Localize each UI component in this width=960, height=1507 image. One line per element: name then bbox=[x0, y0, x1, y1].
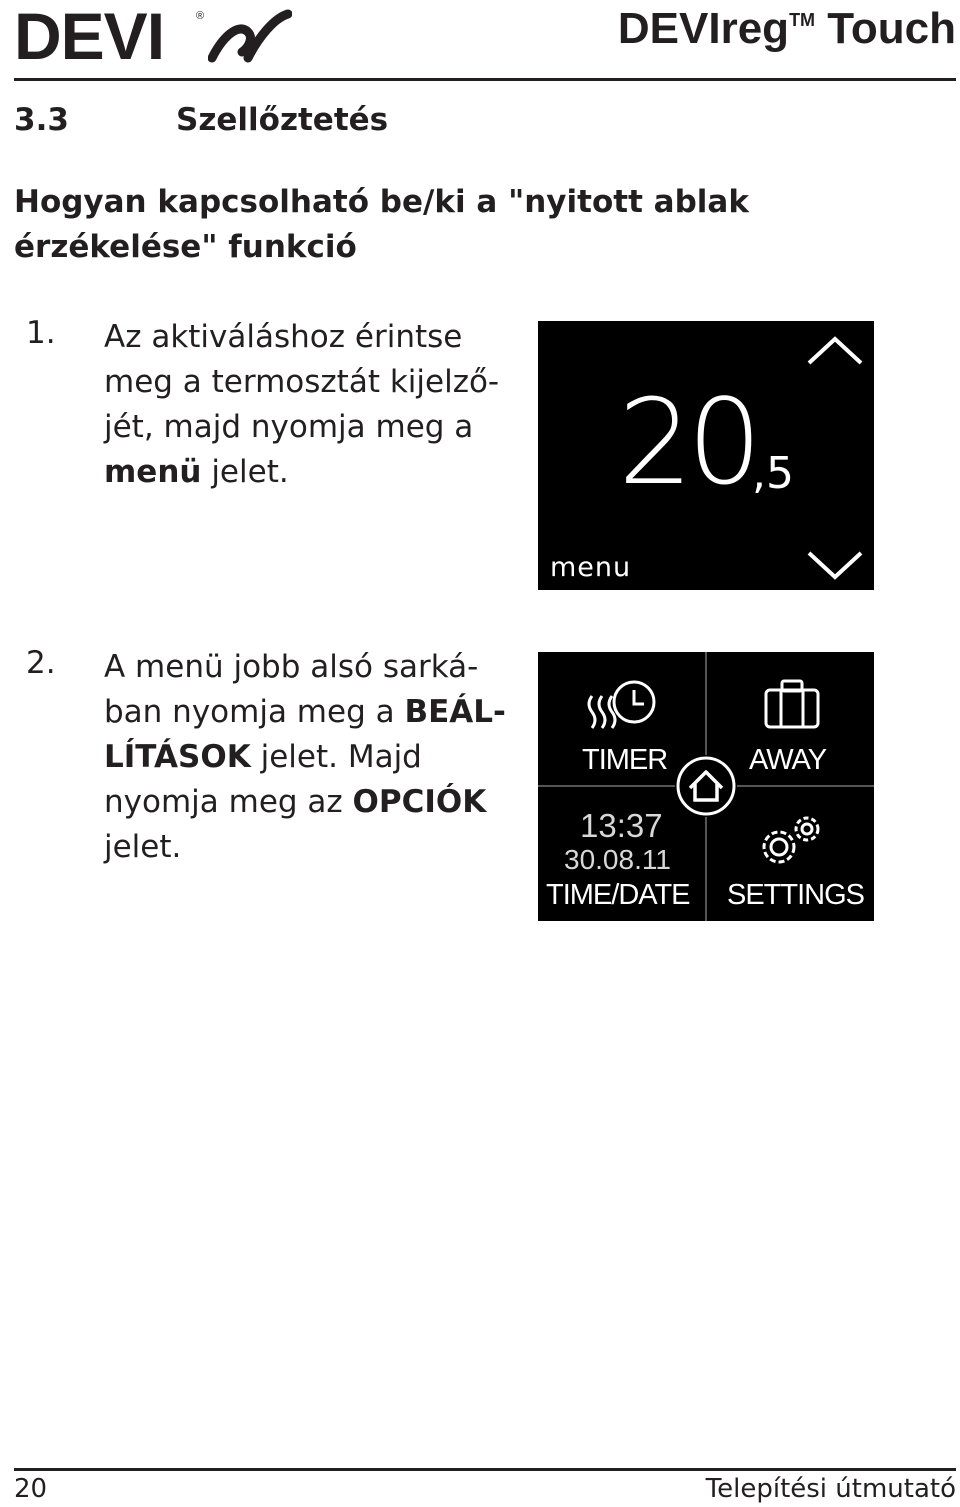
chevron-down-icon[interactable] bbox=[806, 549, 864, 581]
step-2-bold-options: OPCIÓK bbox=[352, 784, 487, 820]
step-2-bold-settings: BEÁL-LÍTÁSOK bbox=[104, 694, 506, 775]
temperature-decimal: ,5 bbox=[752, 448, 794, 499]
trademark-mark: TM bbox=[789, 10, 816, 30]
thermostat-menu-screen bbox=[538, 652, 874, 921]
step-2-text-before: A menü jobb alsó sarká-ban nyomja meg a bbox=[104, 649, 479, 730]
logo-text: DEVI bbox=[14, 0, 165, 73]
footer-rule bbox=[14, 1468, 956, 1471]
section-number: 3.3 bbox=[14, 102, 69, 138]
step-2-number: 2. bbox=[26, 645, 56, 681]
thermostat-home-screen bbox=[538, 321, 874, 590]
devi-logo bbox=[14, 0, 278, 73]
step-2-text bbox=[104, 645, 514, 870]
home-icon bbox=[675, 755, 737, 817]
sub-heading: Hogyan kapcsolható be/ki a "nyitott ablak érzékelése" funkció bbox=[14, 184, 749, 265]
page-number: 20 bbox=[14, 1474, 48, 1504]
product-name: DEVIreg bbox=[617, 4, 790, 53]
timer-label: TIMER bbox=[582, 744, 668, 776]
temperature-whole: 20 bbox=[618, 373, 757, 511]
date-value: 30.08.11 bbox=[564, 844, 671, 875]
header-rule bbox=[14, 78, 956, 81]
footer-title: Telepítési útmutató bbox=[705, 1474, 956, 1504]
timer-heat-icon bbox=[584, 674, 660, 736]
step-1-number: 1. bbox=[26, 315, 56, 351]
time-value: 13:37 bbox=[580, 807, 663, 844]
step-2-text-after: jelet. bbox=[104, 829, 182, 865]
suitcase-icon bbox=[763, 678, 821, 730]
step-1-text-before: Az aktiváláshoz érintse meg a termosztát kijelző-jét, majd nyomja meg a bbox=[104, 319, 500, 445]
logo-registered-mark: ® bbox=[196, 10, 205, 22]
section-title: Szellőztetés bbox=[176, 102, 389, 138]
menu-button[interactable]: menu bbox=[550, 552, 632, 583]
step-1-text-after: jelet. bbox=[201, 454, 289, 490]
away-label: AWAY bbox=[749, 744, 827, 776]
chevron-up-icon[interactable] bbox=[806, 335, 864, 367]
product-title bbox=[618, 4, 956, 54]
product-suffix: Touch bbox=[815, 4, 956, 53]
devi-wave-icon bbox=[208, 8, 292, 64]
home-button[interactable] bbox=[675, 755, 737, 817]
step-2-text-middle: jelet. Majd nyomja meg az bbox=[104, 739, 422, 820]
step-1-bold: menü bbox=[104, 454, 202, 490]
time-date-label: TIME/DATE bbox=[546, 879, 690, 911]
settings-label: SETTINGS bbox=[727, 879, 865, 911]
gear-icon bbox=[753, 813, 827, 871]
step-1-text bbox=[104, 315, 514, 495]
